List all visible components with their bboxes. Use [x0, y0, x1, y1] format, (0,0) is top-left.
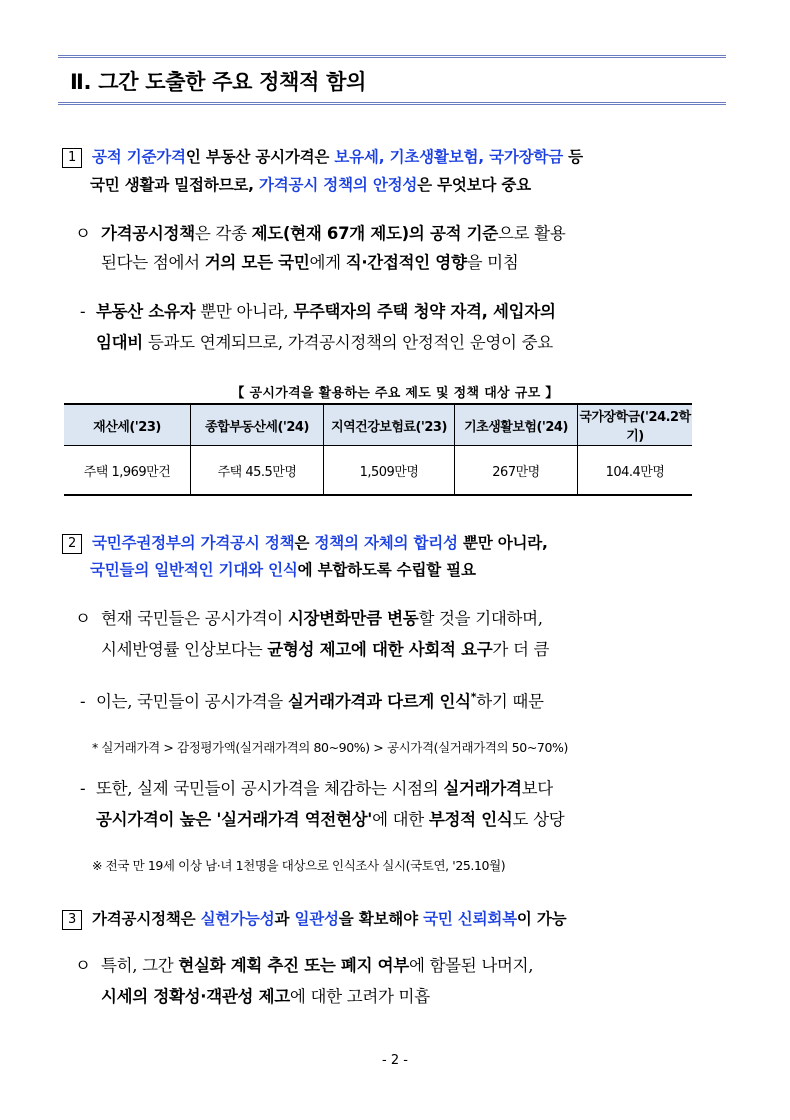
p1-o1-d: 으로 활용 — [497, 224, 566, 243]
table-cell: 1,509만명 — [324, 446, 455, 496]
header-rule-top — [58, 55, 726, 58]
p2-dash-2: - — [80, 779, 86, 798]
p2-o1-b: 시장변화만큼 변동 — [287, 609, 419, 628]
table-header-cell: 국가장학금('24.2학기) — [578, 404, 693, 446]
survey-note: ※ 전국 만 19세 이상 남·녀 1천명을 대상으로 인식조사 실시(국토연, '25.10월) — [92, 858, 506, 873]
p3-l1-b: 실현가능성 — [200, 910, 275, 928]
p1-l1-d: 등 — [562, 148, 583, 166]
p3-l1-e: 을 확보해야 — [338, 910, 424, 928]
p1-d1-a: 부동산 소유자 — [96, 302, 196, 321]
table-cell: 267만명 — [455, 446, 578, 496]
p2-line-2 — [90, 558, 476, 580]
p2-d3-d: 도 상당 — [512, 810, 565, 829]
p2-o2-a: 시세반영률 인상보다는 — [101, 640, 268, 659]
p1-d1-c: 무주택자의 주택 청약 자격, 세입자의 — [293, 302, 556, 321]
p3-o2-a: 시세의 정확성·객관성 제고 — [101, 987, 290, 1006]
table-header-cell: 기초생활보험('24) — [455, 404, 578, 446]
p2-d2-c: 보다 — [521, 779, 553, 798]
table-title: 【 공시가격을 활용하는 주요 제도 및 정책 대상 규모 】 — [231, 386, 559, 401]
policy-scale-table — [64, 403, 692, 496]
p1-l2-b: 가격공시 정책의 안정성 — [259, 176, 418, 194]
p2-l1-d: 뿐만 아니라, — [457, 534, 548, 552]
p3-bullet-line-2 — [101, 983, 430, 1007]
p2-bullet: ㅇ — [75, 609, 91, 628]
p2-dash-line-2 — [80, 775, 553, 799]
p1-o2-a: 된다는 점에서 — [101, 253, 205, 272]
p2-bullet-line-1 — [75, 605, 543, 629]
p2-dash-line-3 — [96, 806, 564, 830]
p1-o2-e: 을 미침 — [466, 253, 519, 272]
p2-d3-a: 공시가격이 높은 '실거래가격 역전현상' — [96, 810, 373, 829]
p3-l1-a: 가격공시정책은 — [92, 910, 201, 928]
p2-d3-b: 에 대한 — [372, 810, 429, 829]
table-cell: 주택 1,969만건 — [64, 446, 191, 496]
p2-line-1 — [62, 531, 548, 554]
p1-dash-line-2 — [96, 329, 553, 353]
p1-dash-line-1 — [80, 298, 556, 322]
p2-dash-1: - — [80, 692, 86, 711]
p2-bullet-line-2 — [101, 636, 549, 660]
p1-l1-b: 인 부동산 공시가격은 — [185, 148, 335, 166]
p3-l1-c: 과 — [274, 910, 295, 928]
footnote-marker: * — [470, 690, 477, 704]
p3-l1-d: 일관성 — [294, 910, 339, 928]
p3-o1-b: 현실화 계획 추진 또는 폐지 여부 — [178, 956, 409, 975]
table-cell: 104.4만명 — [578, 446, 693, 496]
p1-bullet-line-1 — [75, 220, 565, 244]
p1-o2-b: 거의 모든 국민 — [204, 253, 310, 272]
p2-d2-a: 또한, 실제 국민들이 공시가격을 체감하는 시점의 — [96, 779, 444, 798]
p1-line-2 — [90, 173, 531, 195]
p1-o1-a: 가격공시정책 — [101, 224, 195, 243]
p2-l1-c: 정책의 자체의 합리성 — [314, 534, 458, 552]
p1-l1-a: 공적 기준가격 — [92, 148, 186, 166]
p2-o2-c: 가 더 큼 — [492, 640, 550, 659]
p2-d1-b: 실거래가격과 다르게 인식 — [287, 692, 471, 711]
section-header — [58, 55, 726, 105]
p3-o2-b: 에 대한 고려가 미흡 — [289, 987, 430, 1006]
p2-d1-c: 하기 때문 — [476, 692, 544, 711]
p3-bullet-line-1 — [75, 952, 533, 976]
p2-d1-a: 이는, 국민들이 공시가격을 — [96, 692, 288, 711]
p2-number-box: 2 — [62, 534, 82, 554]
p2-d2-b: 실거래가격 — [443, 779, 522, 798]
p1-bullet-line-2 — [101, 249, 518, 273]
p2-d3-c: 부정적 인식 — [428, 810, 513, 829]
page-number: - 2 - — [382, 1053, 408, 1068]
p2-o2-b: 균형성 제고에 대한 사회적 요구 — [267, 640, 493, 659]
p3-line-1 — [62, 907, 566, 930]
p1-o1-c: 제도(현재 67개 제도)의 공적 기준 — [251, 224, 498, 243]
table-header-cell: 종합부동산세('24) — [191, 404, 324, 446]
section-title: Ⅱ. 그간 도출한 주요 정책적 함의 — [70, 70, 367, 94]
p1-dash: - — [80, 302, 86, 321]
p2-l1-a: 국민주권정부의 가격공시 정책 — [92, 534, 295, 552]
p2-o1-c: 할 것을 기대하며, — [418, 609, 543, 628]
header-rule-bottom — [58, 102, 726, 105]
table-cell: 주택 45.5만명 — [191, 446, 324, 496]
p1-d2-b: 등과도 연계되므로, 가격공시정책의 안정적인 운영이 중요 — [142, 333, 553, 352]
p1-l1-c: 보유세, 기초생활보험, 국가장학금 — [334, 148, 563, 166]
p2-o1-a: 현재 국민들은 공시가격이 — [101, 609, 288, 628]
table-header-cell: 재산세('23) — [64, 404, 191, 446]
p1-o1-b: 은 각종 — [194, 224, 252, 243]
p1-bullet: ㅇ — [75, 224, 91, 243]
table-header-cell: 지역건강보험료('23) — [324, 404, 455, 446]
p2-dash-line-1 — [80, 688, 544, 712]
p1-o2-c: 에게 — [309, 253, 346, 272]
p2-l2-a: 국민들의 일반적인 기대와 인식 — [90, 561, 298, 579]
p3-o1-a: 특히, 그간 — [101, 956, 179, 975]
p3-l1-f: 국민 신뢰회복 — [423, 910, 517, 928]
p3-bullet: ㅇ — [75, 956, 91, 975]
footnote-price-order: * 실거래가격 > 감정평가액(실거래가격의 80~90%) > 공시가격(실거래가격의 50~70%) — [92, 740, 568, 755]
p3-l1-g: 이 가능 — [516, 910, 567, 928]
p2-l2-b: 에 부합하도록 수립할 필요 — [297, 561, 476, 579]
p1-line-1 — [62, 145, 583, 168]
p3-o1-c: 에 함몰된 나머지, — [408, 956, 534, 975]
p1-number-box: 1 — [62, 148, 82, 168]
p1-d2-a: 임대비 — [96, 333, 143, 352]
p1-l2-c: 은 무엇보다 중요 — [417, 176, 531, 194]
p1-d1-b: 뿐만 아니라, — [195, 302, 294, 321]
table-header-row — [64, 404, 692, 446]
p1-l2-a: 국민 생활과 밀접하므로, — [90, 176, 260, 194]
p1-o2-d: 직·간접적인 영향 — [345, 253, 467, 272]
p3-number-box: 3 — [62, 910, 82, 930]
p2-l1-b: 은 — [294, 534, 315, 552]
table-row — [64, 446, 692, 496]
